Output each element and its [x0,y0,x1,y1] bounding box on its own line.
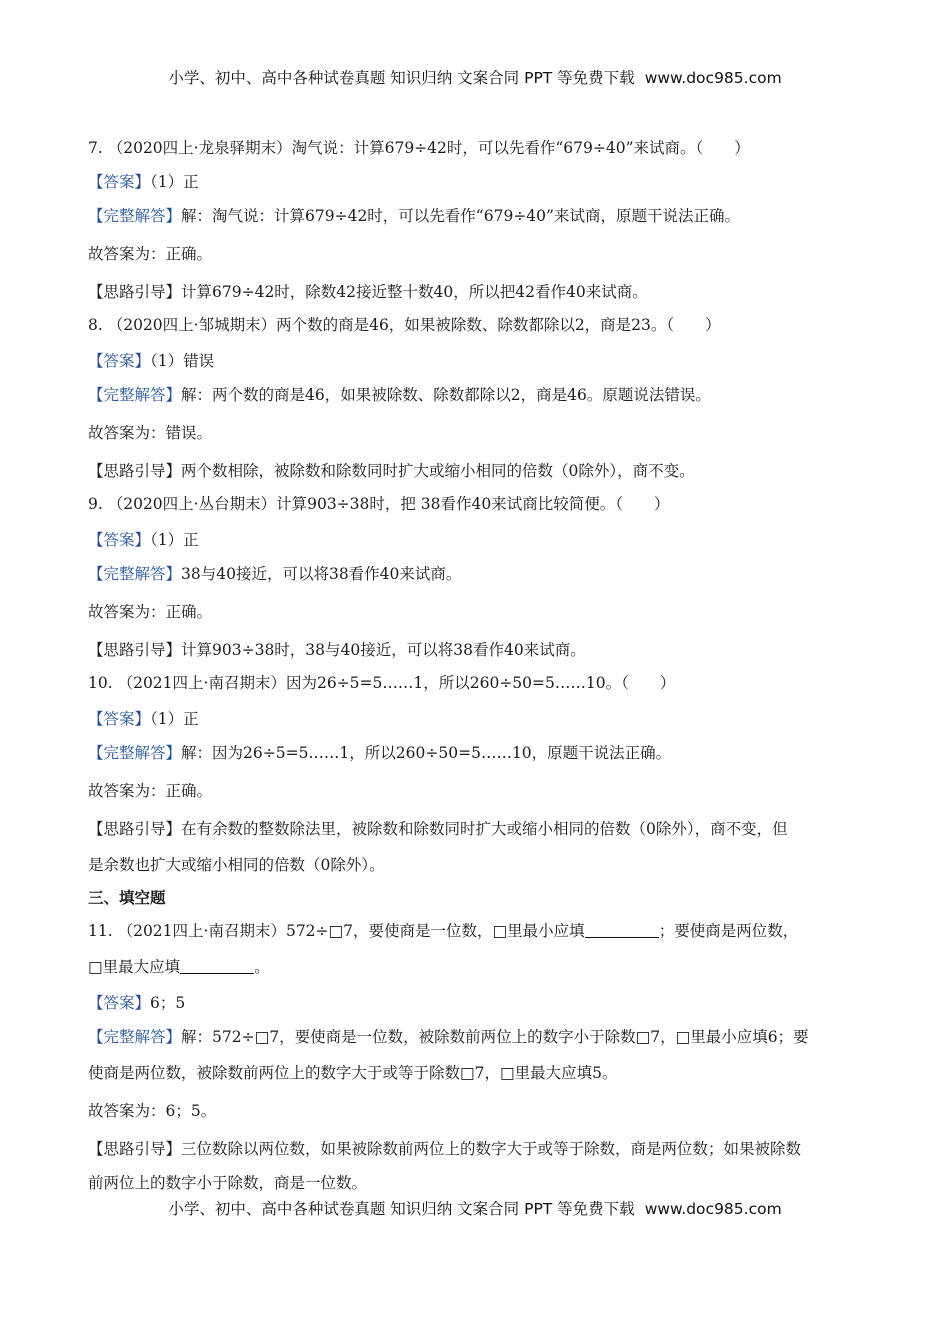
header-url[interactable]: www.doc985.com [644,69,782,87]
q7-hint [88,281,866,303]
q10-hint-text-1: 在有余数的整数除法里，被除数和除数同时扩大或缩小相同的倍数（0除外），商不变，但 [181,820,788,838]
q11-answer [88,992,866,1014]
q11-solution-text-1: 解：572÷□7，要使商是一位数，被除数前两位上的数字小于除数□7，□里最小应填6；要 [181,1028,809,1046]
q10-stem: 10. （2021四上·南召期末）因为26÷5=5……1，所以260÷50=5……10。（ ） [88,674,676,692]
q7-solution-label: 【完整解答】 [88,207,182,225]
q9-answer-text: （1）正 [150,531,199,549]
q7-hint-label: 【思路引导】 [88,283,182,301]
q8-hint-label: 【思路引导】 [88,462,182,480]
q11-blank-1[interactable] [585,921,659,938]
q11-stem-part3: □里最大应填 [88,958,181,976]
q9-hint [88,639,866,661]
q10-hint-line1 [88,818,866,840]
q10-answer [88,708,866,730]
q7-answer [88,171,866,193]
q7-hint-text: 计算679÷42时，除数42接近整十数40，所以把42看作40来试商。 [181,283,648,301]
q10-solution [88,742,866,764]
q10-solution-text: 解：因为26÷5=5……1，所以260÷50=5……10，原题干说法正确。 [181,744,672,762]
q11-solution-line1 [88,1026,866,1048]
q8-answer-label: 【答案】 [88,352,151,370]
document-body [88,137,866,1194]
q7-solution [88,205,866,227]
q7-stem: 7. （2020四上·龙泉驿期末）淘气说：计算679÷42时，可以先看作“679÷40”来试商。（ ） [88,139,750,157]
q8-hint [88,460,866,482]
q7-solution-text: 解：淘气说：计算679÷42时，可以先看作“679÷40”来试商，原题干说法正确。 [181,207,740,225]
q11-solution-line2: 使商是两位数，被除数前两位上的数字大于或等于除数□7，□里最大应填5。 [88,1064,618,1082]
page-footer-banner [0,1197,950,1219]
q11-hint-line1 [88,1138,866,1160]
q7-conclusion: 故答案为：正确。 [88,245,213,263]
q11-conclusion: 故答案为：6；5。 [88,1102,217,1120]
q7-answer-label: 【答案】 [88,173,151,191]
q8-hint-text: 两个数相除，被除数和除数同时扩大或缩小相同的倍数（0除外），商不变。 [181,462,695,480]
q9-answer [88,529,866,551]
q8-stem: 8. （2020四上·邹城期末）两个数的商是46，如果被除数、除数都除以2，商是23。（ ） [88,316,721,334]
q9-conclusion: 故答案为：正确。 [88,603,213,621]
q11-stem-line2 [88,956,866,978]
q10-conclusion: 故答案为：正确。 [88,782,213,800]
q11-hint-line2: 前两位上的数字小于除数，商是一位数。 [88,1174,368,1192]
q11-answer-text: 6；5 [150,994,186,1012]
q10-hint-label: 【思路引导】 [88,820,182,838]
q8-solution-text: 解：两个数的商是46，如果被除数、除数都除以2，商是46。原题说法错误。 [181,386,711,404]
q11-hint-label: 【思路引导】 [88,1140,182,1158]
header-text: 小学、初中、高中各种试卷真题 知识归纳 文案合同 PPT 等免费下载 [168,69,635,87]
q10-answer-label: 【答案】 [88,710,151,728]
q9-stem: 9. （2020四上·丛台期末）计算903÷38时，把 38看作40来试商比较简便。（ ） [88,495,670,513]
q11-stem-part2: ；要使商是两位数， [658,922,799,940]
q8-solution [88,384,866,406]
footer-text: 小学、初中、高中各种试卷真题 知识归纳 文案合同 PPT 等免费下载 [168,1200,635,1218]
q8-answer-text: （1）错误 [150,352,215,370]
q9-hint-label: 【思路引导】 [88,641,182,659]
q7-answer-text: （1）正 [150,173,199,191]
q9-solution-text: 38与40接近，可以将38看作40来试商。 [181,565,462,583]
q9-solution-label: 【完整解答】 [88,565,182,583]
q11-solution-label: 【完整解答】 [88,1028,182,1046]
q8-conclusion: 故答案为：错误。 [88,424,213,442]
q9-hint-text: 计算903÷38时，38与40接近，可以将38看作40来试商。 [181,641,586,659]
q11-hint-text-1: 三位数除以两位数，如果被除数前两位上的数字大于或等于除数，商是两位数；如果被除数 [181,1140,802,1158]
q8-answer [88,350,866,372]
q11-blank-2[interactable] [180,957,254,974]
q10-answer-text: （1）正 [150,710,199,728]
q9-solution [88,563,866,585]
q9-answer-label: 【答案】 [88,531,151,549]
footer-url[interactable]: www.doc985.com [644,1200,782,1218]
q11-stem-line1 [88,920,866,942]
page-header-banner [0,66,950,88]
section-title-fill-in: 三、填空题 [88,889,166,907]
q11-answer-label: 【答案】 [88,994,151,1012]
q11-stem-part4: 。 [254,958,270,976]
q10-solution-label: 【完整解答】 [88,744,182,762]
q11-stem-part1: 11. （2021四上·南召期末）572÷□7，要使商是一位数，□里最小应填 [88,922,585,940]
q10-hint-line2: 是余数也扩大或缩小相同的倍数（0除外）。 [88,856,385,874]
q8-solution-label: 【完整解答】 [88,386,182,404]
